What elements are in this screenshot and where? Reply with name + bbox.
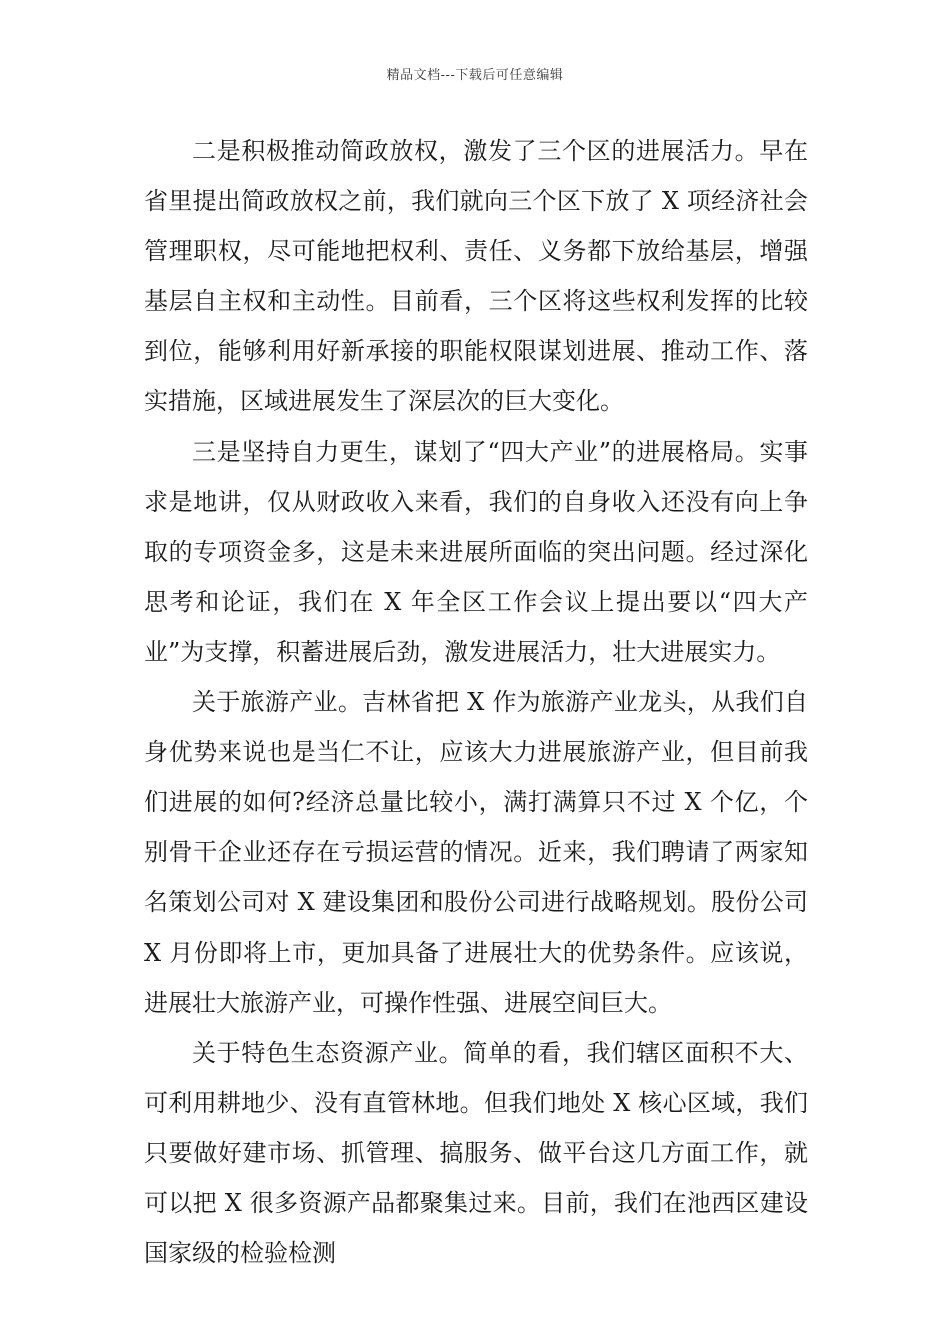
page-header: 精品文档---下载后可任意编辑 [386, 68, 564, 83]
paragraph-simplify-administration: 二是积极推动简政放权，激发了三个区的进展活力。早在省里提出简政放权之前，我们就向三个区下放了 X 项经济社会管理职权，尽可能地把权利、责任、义务都下放给基层，增强基层自主权和主动性。目前看，三个区将这些权利发挥的比较到位，能够利用好新承接的职能权限谋划进展、推动工作、落实措施，区域进展发生了深层次的巨大变化。 [144, 137, 808, 416]
paragraph-four-industries: 三是坚持自力更生，谋划了“四大产业”的进展格局。实事求是地讲，仅从财政收入来看，我们的自身收入还没有向上争取的专项资金多，这是未来进展所面临的突出问题。经过深化思考和论证，我们在 X 年全区工作会议上提出要以“四大产业”为支撑，积蓄进展后劲，激发进展活力，壮大进展实力。 [144, 437, 808, 666]
paragraph-eco-resource-industry: 关于特色生态资源产业。简单的看，我们辖区面积不大、可利用耕地少、没有直管林地。但我们地处 X 核心区域，我们只要做好建市场、抓管理、搞服务、做平台这几方面工作，就可以把 X 很多资源产品都聚集过来。目前，我们在池西区建设国家级的检验检测 [144, 1038, 808, 1268]
paragraph-tourism-industry: 关于旅游产业。吉林省把 X 作为旅游产业龙头，从我们自身优势来说也是当仁不让，应该大力进展旅游产业，但目前我们进展的如何?经济总量比较小，满打满算只不过 X 个亿，个别骨干企业还存在亏损运营的情况。近来，我们聘请了两家知名策划公司对 X 建设集团和股份公司进行战略规划。股份公司 X 月份即将上市，更加具备了进展壮大的优势条件。应该说，进展壮大旅游产业，可操作性强、进展空间巨大。 [144, 688, 808, 1017]
document-body [144, 126, 808, 1278]
